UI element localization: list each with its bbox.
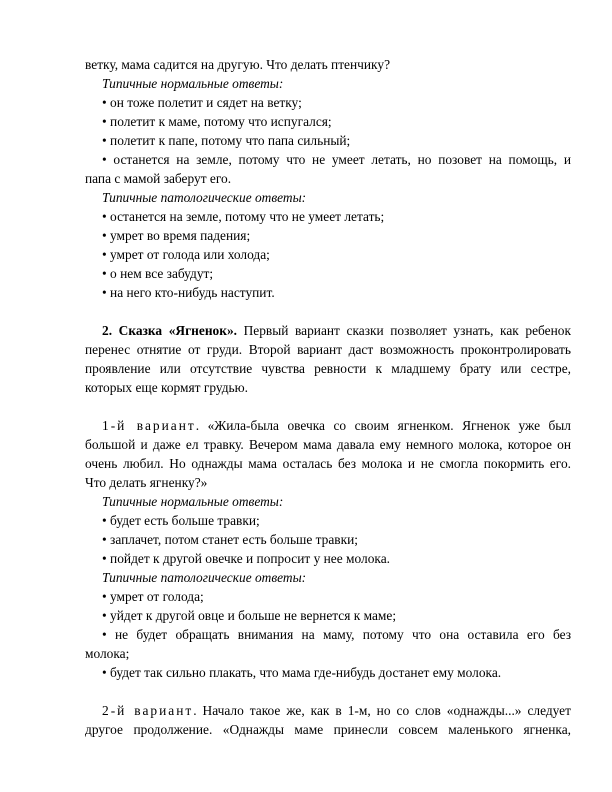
variant2-line: другое продолжение. «Однажды маме принесли совсем маленького ягненка, (85, 722, 571, 737)
variant1-line: очень любил. Но однажды мама осталась без молока и не смогла покормить его. (85, 456, 571, 471)
list-item: • будет есть больше травки; (102, 513, 260, 528)
tale-intro-text: Первый вариант сказки позволяет узнать, как ребенок (237, 323, 571, 338)
pathological-answers-heading: Типичные патологические ответы: (102, 190, 307, 205)
list-item: • о нем все забудут; (102, 266, 214, 281)
list-item: • пойдет к другой овечке и попросит у нее молока. (102, 551, 390, 566)
document-page (85, 55, 571, 739)
variant1-text: . «Жила-была овечка со своим ягненком. Ягненок уже был (195, 418, 571, 433)
list-item: • не будет обращать внимания на маму, потому что она оставила его без (102, 627, 571, 642)
list-item: • будет так сильно плакать, что мама где-нибудь достанет ему молока. (102, 665, 502, 680)
list-item: • останется на земле, потому что не умеет летать, но позовет на помощь, и (102, 152, 571, 167)
tale-intro-line: перенес отнятие от груди. Второй вариант даст возможность проконтролировать (85, 342, 571, 357)
variant2-text: . Начало такое же, как в 1-м, но со слов «однажды...» следует (193, 703, 571, 718)
tale-intro-line (85, 321, 571, 340)
list-item: • заплачет, потом станет есть больше травки; (102, 532, 359, 547)
tale-intro-line: проявление или отсутствие чувства ревности к младшему брату или сестре, (85, 361, 571, 376)
tale-intro-line: которых еще кормят грудью. (85, 380, 248, 395)
normal-answers-heading: Типичные нормальные ответы: (102, 494, 284, 509)
list-item: • уйдет к другой овце и больше не вернется к маме; (102, 608, 397, 623)
variant2-label: 2-й вариант (102, 703, 194, 718)
list-item: • умрет во время падения; (102, 228, 251, 243)
variant1-line (85, 416, 571, 435)
list-item: • полетит к папе, потому что папа сильный; (102, 133, 351, 148)
variant1-line: большой и даже ел травку. Вечером мама давала ему немного молока, которое он (85, 437, 571, 452)
list-item: • умрет от голода или холода; (102, 247, 270, 262)
pathological-answers-heading: Типичные патологические ответы: (102, 570, 307, 585)
list-item: • умрет от голода; (102, 589, 204, 604)
list-item-continuation: папа с мамой заберут его. (85, 171, 232, 186)
variant1-label: 1-й вариант (102, 418, 196, 433)
variant2-line (85, 701, 571, 720)
list-item: • полетит к маме, потому что испугался; (102, 114, 332, 129)
list-item-continuation: молока; (85, 646, 130, 661)
tale-title: 2. Сказка «Ягненок». (102, 323, 237, 338)
normal-answers-heading: Типичные нормальные ответы: (102, 76, 284, 91)
variant1-line: Что делать ягненку?» (85, 475, 208, 490)
list-item: • останется на земле, потому что не умеет летать; (102, 209, 385, 224)
list-item: • на него кто-нибудь наступит. (102, 285, 275, 300)
list-item: • он тоже полетит и сядет на ветку; (102, 95, 302, 110)
paragraph-line: ветку, мама садится на другую. Что делать птенчику? (85, 57, 391, 72)
